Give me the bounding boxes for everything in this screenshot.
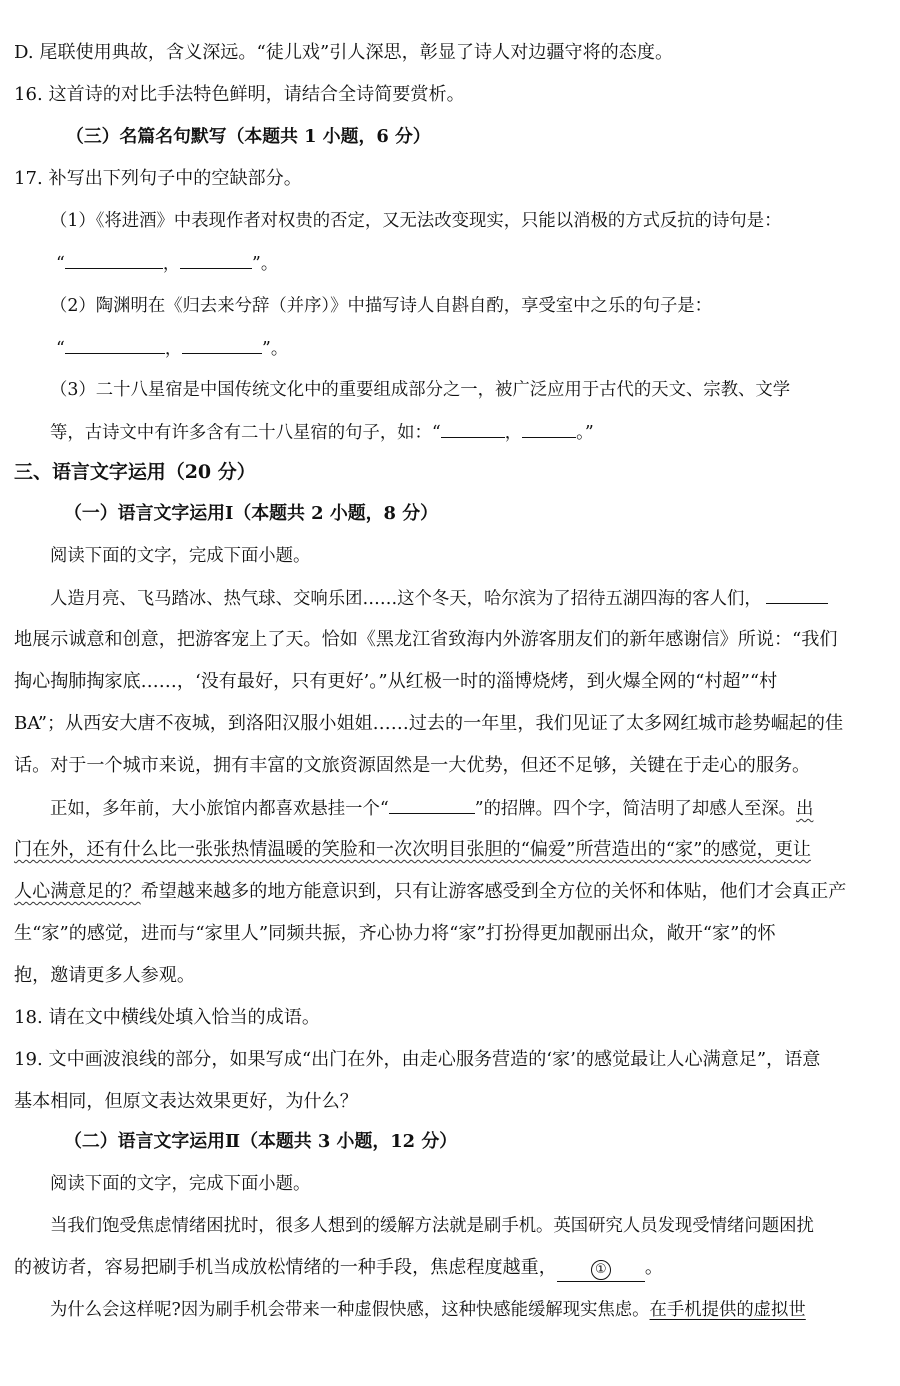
q17-item2-prompt: （2）陶渊明在《归去来兮辞（并序）》中描写诗人自斟自酌，享受室中之乐的句子是： bbox=[50, 296, 713, 316]
numbered-blank-1[interactable] bbox=[557, 1255, 645, 1282]
passage-text: 。 bbox=[644, 1257, 663, 1278]
read-instruction-1: 阅读下面的文字，完成下面小题。 bbox=[50, 546, 311, 566]
passage1-p2-line5: 抱，邀请更多人参观。 bbox=[14, 965, 195, 986]
underlined-text: 在手机提供的虚拟世 bbox=[649, 1300, 806, 1320]
q17-item1-answer-line bbox=[56, 250, 900, 277]
answer-blank[interactable] bbox=[65, 335, 165, 354]
passage-text: 希望越来越多的地方能意识到，只有让游客感受到全方位的关怀和体贴，他们才会真正产 bbox=[140, 881, 847, 902]
q17-item1-prompt: （1）《将进酒》中表现作者对权贵的否定，又无法改变现实，只能以消极的方式反抗的诗句是： bbox=[50, 211, 782, 231]
comma: ， bbox=[164, 339, 183, 359]
q16-question: 16. 这首诗的对比手法特色鲜明，请结合全诗简要赏析。 bbox=[14, 84, 465, 105]
section3-heading: 三、语言文字运用（20 分） bbox=[14, 461, 256, 483]
q15-option-d: D. 尾联使用典故，含义深远。“徒儿戏”引人深思，彰显了诗人对边疆守将的态度。 bbox=[14, 42, 674, 63]
read-instruction-2: 阅读下面的文字，完成下面小题。 bbox=[50, 1174, 311, 1194]
passage1-p2-line4: 生“家”的感觉，进而与“家里人”同频共振，齐心协力将“家”打扮得更加靓丽出众，敞开“家”的怀 bbox=[14, 923, 776, 944]
close-quote: ”。 bbox=[262, 339, 289, 359]
passage2-line1: 当我们饱受焦虑情绪困扰时，很多人想到的缓解方法就是刷手机。英国研究人员发现受情绪问题困扰 bbox=[50, 1216, 814, 1236]
idiom-blank[interactable] bbox=[389, 795, 475, 814]
open-quote: “ bbox=[56, 254, 65, 274]
close-quote: ”。 bbox=[252, 254, 279, 274]
close-quote: 。” bbox=[576, 423, 594, 443]
section-lang2-heading: （二）语言文字运用Ⅱ（本题共 3 小题，12 分） bbox=[64, 1131, 458, 1152]
q19-line1: 19. 文中画波浪线的部分，如果写成“出门在外，由走心服务营造的‘家’的感觉最让人心满意足”，语意 bbox=[14, 1049, 821, 1070]
circled-number-1: ① bbox=[591, 1260, 611, 1280]
answer-blank[interactable] bbox=[65, 250, 163, 269]
q17-item3-line2 bbox=[50, 419, 900, 446]
item3-prefix: 等，古诗文中有许多含有二十八星宿的句子，如：“ bbox=[50, 423, 441, 443]
passage1-line4: BA”；从西安大唐不夜城，到洛阳汉服小姐姐……过去的一年里，我们见证了太多网红城市趁势崛起的佳 bbox=[14, 713, 844, 734]
idiom-blank[interactable] bbox=[766, 585, 828, 604]
passage1-line1 bbox=[50, 585, 900, 612]
section-lang1-heading: （一）语言文字运用Ⅰ（本题共 2 小题，8 分） bbox=[64, 503, 438, 524]
q17-item3-line1: （3）二十八星宿是中国传统文化中的重要组成部分之一，被广泛应用于古代的天文、宗教、文学 bbox=[50, 380, 791, 400]
passage1-p2-line2 bbox=[14, 837, 900, 863]
passage1-line3: 掏心掏肺掏家底……，‘没有最好，只有更好’。”从红极一时的淄博烧烤，到火爆全网的“村超”“村 bbox=[14, 671, 778, 692]
open-quote: “ bbox=[56, 339, 65, 359]
answer-blank[interactable] bbox=[180, 250, 252, 269]
q19-line2: 基本相同，但原文表达效果更好，为什么？ bbox=[14, 1091, 358, 1112]
wavy-underlined-text: 人心满意足的？ bbox=[14, 881, 141, 902]
passage-text: 人造月亮、飞马踏冰、热气球、交响乐团……这个冬天，哈尔滨为了招待五湖四海的客人们， bbox=[50, 589, 762, 609]
q17-item2-answer-line bbox=[56, 335, 900, 362]
passage1-line2: 地展示诚意和创意，把游客宠上了天。恰如《黑龙江省致海内外游客朋友们的新年感谢信》所说：“我们 bbox=[14, 629, 838, 650]
wavy-underlined-text: 出 bbox=[796, 799, 814, 819]
q17-stem: 17. 补写出下列句子中的空缺部分。 bbox=[14, 168, 302, 189]
passage-text: 正如，多年前，大小旅馆内都喜欢悬挂一个“ bbox=[50, 799, 389, 819]
passage1-p2-line1 bbox=[50, 795, 900, 822]
passage-text: 的被访者，容易把刷手机当成放松情绪的一种手段，焦虑程度越重， bbox=[14, 1257, 557, 1278]
comma: ， bbox=[504, 423, 523, 443]
passage2-line3 bbox=[50, 1297, 900, 1323]
passage1-p2-line3 bbox=[14, 879, 900, 905]
q18-question: 18. 请在文中横线处填入恰当的成语。 bbox=[14, 1007, 320, 1028]
answer-blank[interactable] bbox=[522, 419, 576, 438]
passage-text: ”的招牌。四个字，简洁明了却感人至深。 bbox=[474, 799, 797, 819]
comma: ， bbox=[162, 254, 181, 274]
wavy-underlined-text: 门在外，还有什么比一张张热情温暖的笑脸和一次次明目张胆的“偏爱”所营造出的“家”的感觉，更让 bbox=[14, 839, 811, 860]
passage-text: 为什么会这样呢?因为刷手机会带来一种虚假快感，这种快感能缓解现实焦虑。 bbox=[50, 1300, 650, 1320]
section-mingju-heading: （三）名篇名句默写（本题共 1 小题，6 分） bbox=[66, 126, 431, 147]
passage2-line2 bbox=[14, 1255, 900, 1282]
answer-blank[interactable] bbox=[182, 335, 262, 354]
passage1-line5: 话。对于一个城市来说，拥有丰富的文旅资源固然是一大优势，但还不足够，关键在于走心的服务。 bbox=[14, 755, 811, 776]
answer-blank[interactable] bbox=[441, 419, 505, 438]
